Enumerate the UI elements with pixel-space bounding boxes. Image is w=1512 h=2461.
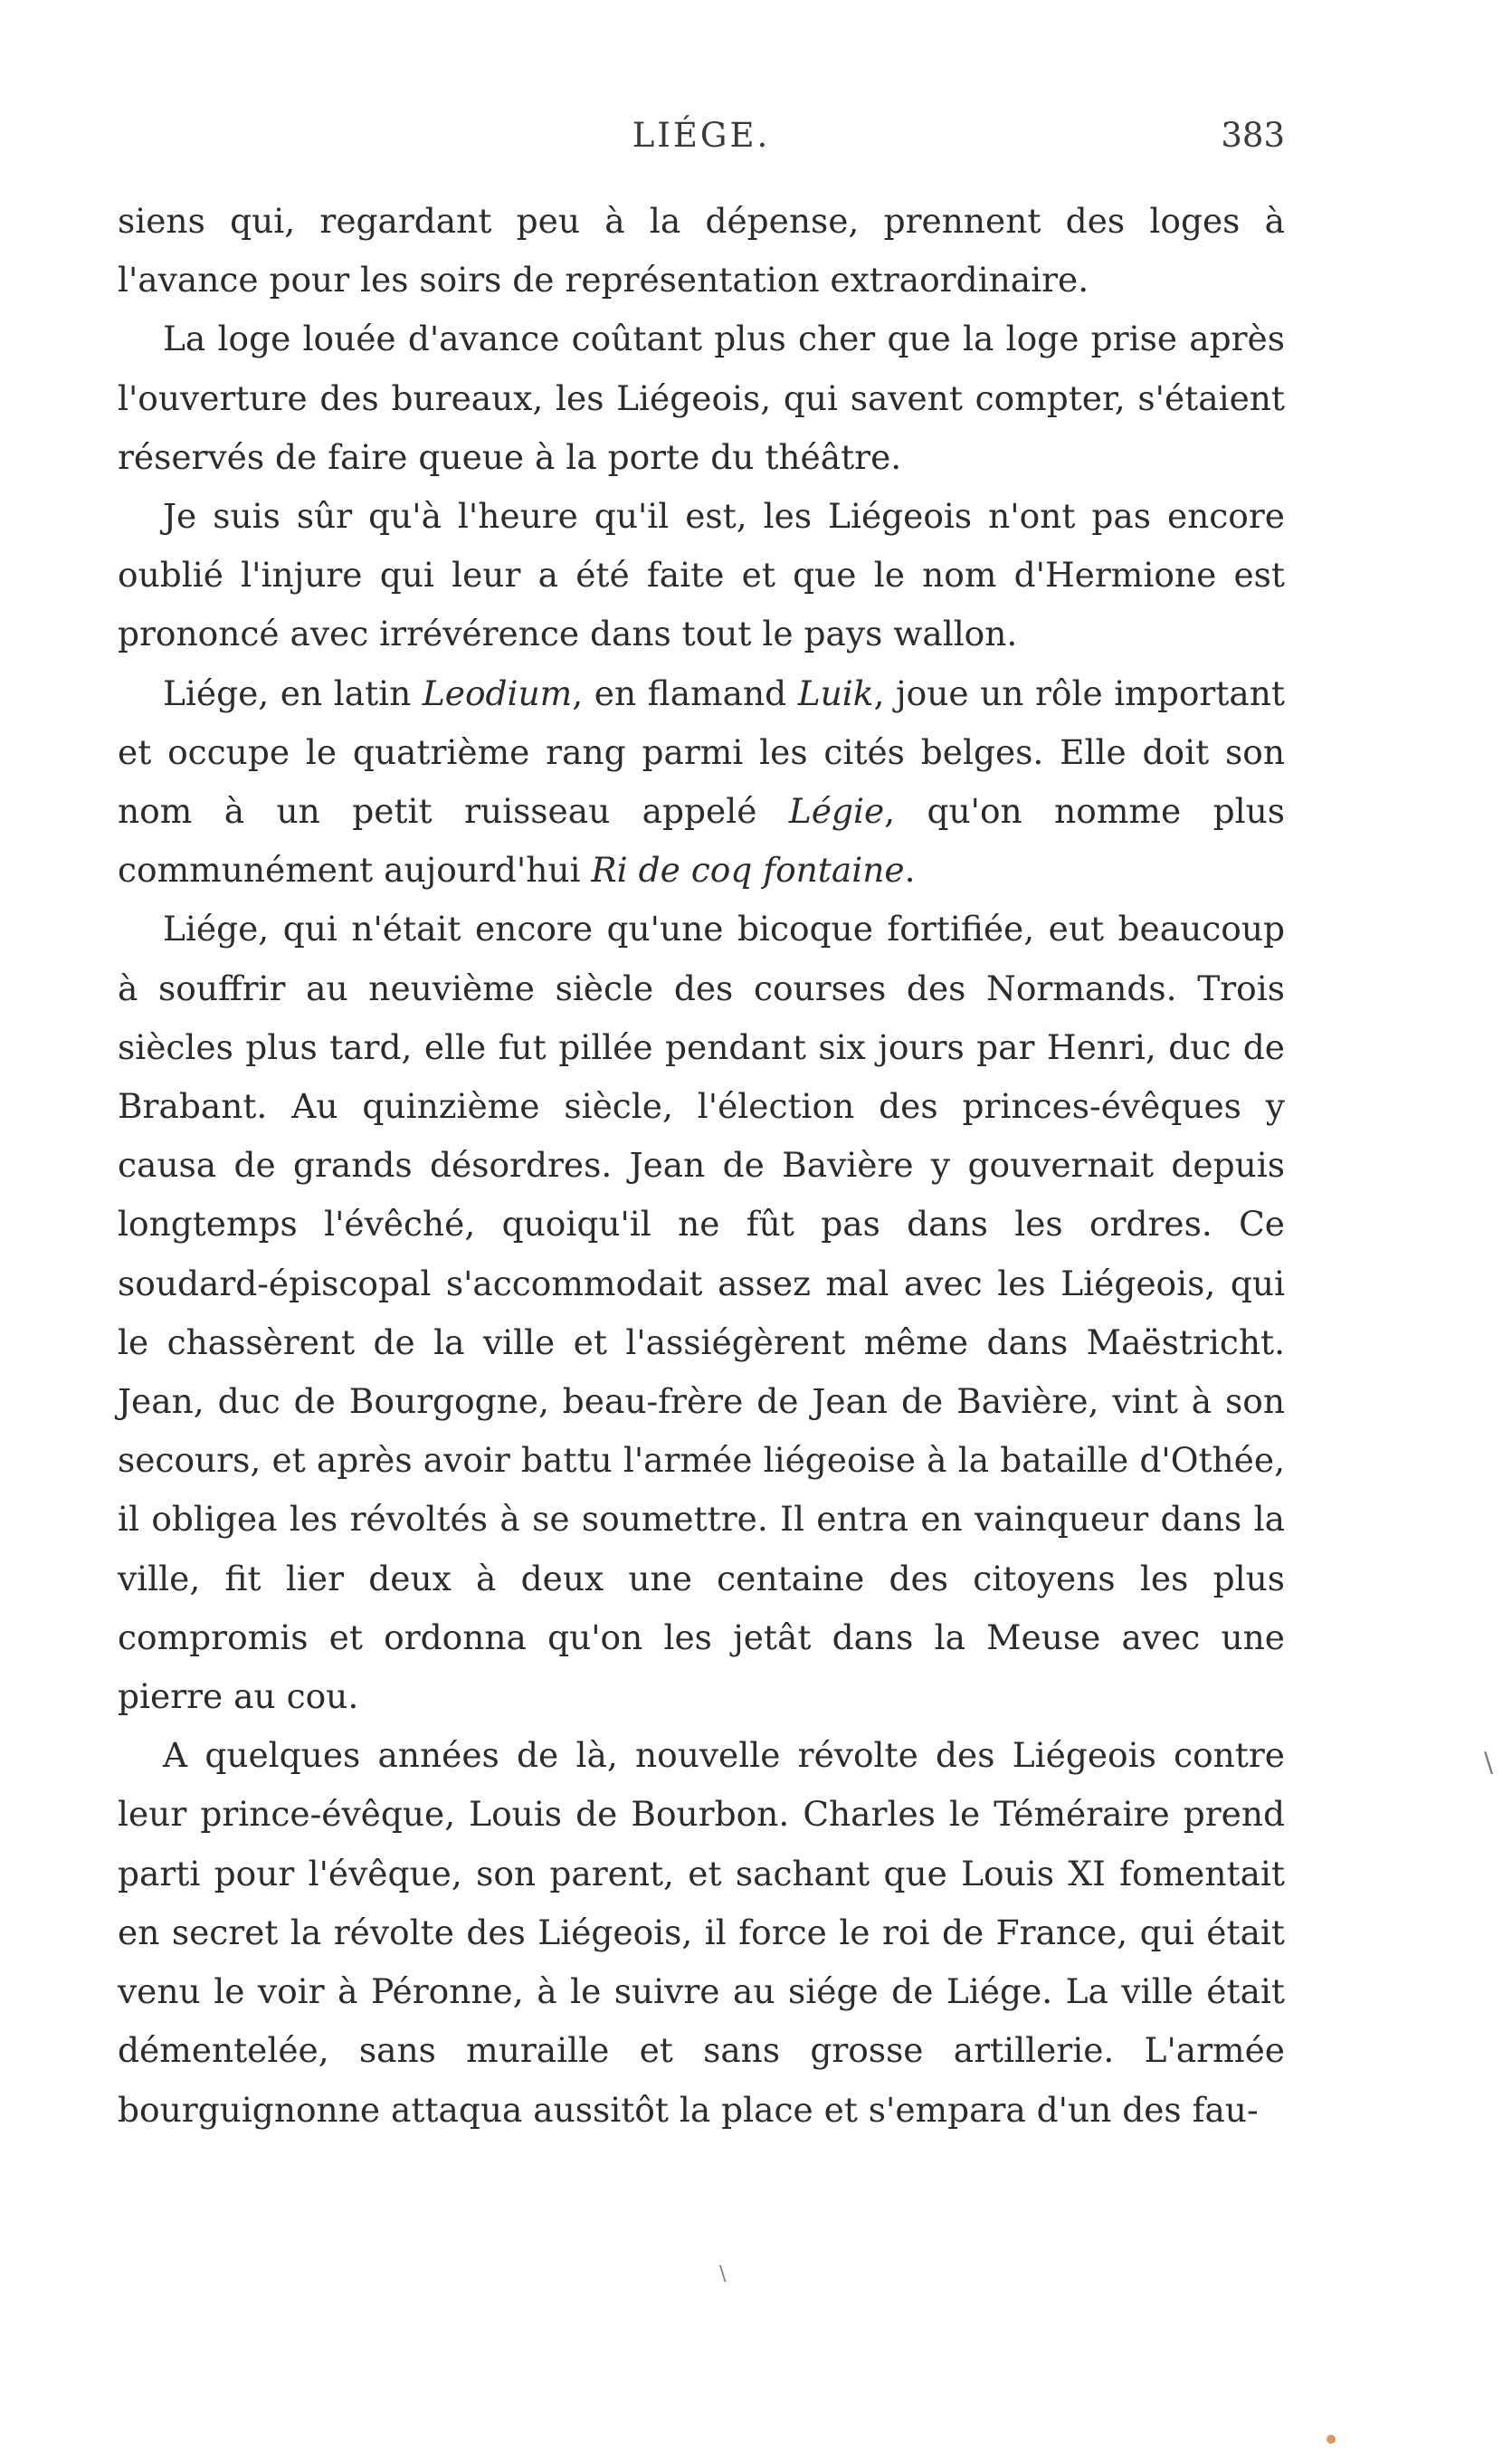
paragraph-4-text-5: . (904, 850, 916, 891)
paragraph-1: siens qui, regardant peu à la dépense, prennent des loges à l'avance pour les soirs de représentation extraordinaire. (118, 201, 1285, 300)
stain-dot-icon (1327, 2435, 1336, 2444)
paragraph-4-text-2: , en flamand (572, 672, 798, 713)
flemish-name: Luik (797, 672, 874, 713)
stream-name: Légie (788, 791, 885, 832)
footer-mark-icon: \ (719, 2263, 727, 2285)
paragraph-3: Je suis sûr qu'à l'heure qu'il est, les Liégeois n'ont pas encore oublié l'injure qui leur a été faite et que le nom d'Hermione est prononcé avec irrévérence dans tout le pays wallon. (118, 496, 1285, 654)
paragraph-4-text-3: , joue un rôle important et occupe le quatrième rang parmi les cités belges. Elle doit son nom à un petit ruisseau appelé (118, 672, 1285, 832)
paragraph-6: A quelques années de là, nouvelle révolte des Liégeois contre leur prince-évêque, Louis de Bourbon. Charles le Téméraire prend parti pour l'évêque, son parent, et sachant que Louis XI fomentait en secret la révolte des Liégeois, il force le roi de France, qui était venu le voir à Péronne, à le suivre au siége de Liége. La ville était démentelée, sans muraille et sans grosse artillerie. L'armée bourguignonne attaqua aussitôt la place et s'empara d'un des fau- (118, 1735, 1285, 2130)
running-title: LIÉGE. (632, 116, 771, 155)
page-header (118, 116, 1285, 170)
margin-mark-icon: \ (1484, 1747, 1494, 1779)
paragraph-2: La loge louée d'avance coûtant plus cher que la loge prise après l'ouverture des bureaux, les Liégeois, qui savent compter, s'étaient réservés de faire queue à la porte du théâtre. (118, 319, 1285, 477)
paragraph-4 (118, 664, 1285, 901)
paragraph-5: Liége, qui n'était encore qu'une bicoque fortifiée, eut beaucoup à souffrir au neuvième siècle des courses des Normands. Trois siècles plus tard, elle fut pillée pendant six jours par Henri, duc de Brabant. Au quinzième siècle, l'élection des princes-évêques y causa de grands désordres. Jean de Bavière y gouvernait depuis longtemps l'évêché, quoiqu'il ne fût pas dans les ordres. Ce soudard-épiscopal s'accommodait assez mal avec les Liégeois, qui le chassèrent de la ville et l'assiégèrent même dans Maëstricht. Jean, duc de Bourgogne, beau-frère de Jean de Bavière, vint à son secours, et après avoir battu l'armée liégeoise à la bataille d'Othée, il obligea les révoltés à se soumettre. Il entra en vainqueur dans la ville, fit lier deux à deux une centaine des citoyens les plus compromis et ordonna qu'on les jetât dans la Meuse avec une pierre au cou. (118, 909, 1285, 1717)
stream-modern-name: Ri de coq fontaine (591, 850, 905, 891)
latin-name: Leodium (422, 672, 573, 713)
paragraph-4-text-4: , qu'on nomme plus communément aujourd'hui (118, 791, 1285, 891)
page-number: 383 (1221, 116, 1285, 155)
text-body (118, 192, 1285, 2140)
paragraph-4-text-1: Liége, en latin (163, 672, 423, 713)
